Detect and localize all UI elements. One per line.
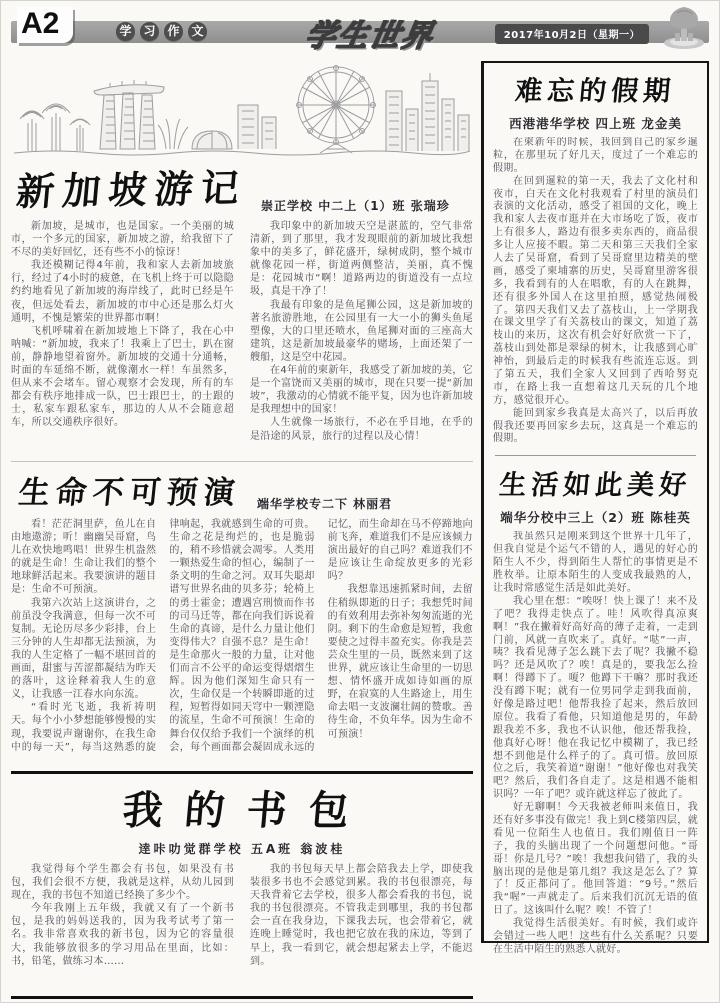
paragraph: 我想靠迅速抓紧时间，去留住稍纵即逝的日子；我想凭时间的有效利用去弥补匆匆流逝的光阴。剩下的生命愈是短暂，我愈要使之过得丰盈充实。你我是芸芸众生里的一员，既然来到了这世界，就应该让生命里的一切思想、情怀盛开成如诗如画的原野，在寂寞的人生路途上，用生命去唱一支波澜壮阔的赞歌。善待生命，不负年华。因为生命不可预演！ <box>327 584 473 740</box>
article-body <box>493 137 698 446</box>
paragraph: 今年我刚上五年级，我就又有了一个新书包，是我的妈妈送我的，因为我考试考了第一名。我非常喜欢我的新书包，因为它的容量很大，我能够放很多的学习用品在里面，比如：书，铅笔，做练习本…… <box>11 903 234 967</box>
paragraph: 能回到家乡我真是太高兴了，以后再放假我还要再回家乡去玩，这真是一个难忘的假期。 <box>493 407 698 445</box>
right-column <box>481 61 709 955</box>
content-area <box>11 61 709 999</box>
paragraph: 好无聊啊！今天我被老师叫来值日，我还有好多事没有做完！我上到C楼第四层，就看见一位陌生人也值日。我们刚值日一阵子，我的头脑出现了一个问题想问他。“哥哥！你是几号？”唉！我想我问错了，我的头脑出现的是他是第几组？我这是怎么了？算了！反正都问了。他回答道：“9号。”然后我“喔”一声就走了。后来我们沉沉无语的值日了。这该叫什么呢？唉！不管了！ <box>493 802 698 917</box>
section-char: 习 <box>140 22 159 41</box>
paragraph: 我的书包每天早上都会陪我去上学，即使我装很多书也不会感觉到累。我的书包很漂亮，每天我背着它去学校，很多人都会看我的书包，说我的书包很漂亮。不管我走到哪里，我的书包都会一直在我身边，下课我去玩，也会带着它，就连晚上睡觉时，我也把它放在我的床边，等到了早上，我一看到它，就会想起紧去上学，不能迟到。 <box>250 864 473 967</box>
newspaper-name: 学生世界 <box>302 19 437 54</box>
paragraph: 我第六次站上这演讲台，之前虽没令我满意，但每一次不可复制。无论历尽多少彩排，台上三分钟的人生却都无法预演，为我的人生定格了一幅不堪回首的画面，甜蜜与苦涩都凝结为昨天的落叶，这诠释着我人生的意义，让我感一江春水向东流。 <box>11 597 157 701</box>
paragraph: 我最有印象的是鱼尾狮公园，这是新加坡的著名旅游胜地，在公园里有一大一小的狮头鱼尾塑像，大的口里还喷水，鱼尾狮对面的三座高大建筑，这是新加坡最豪华的赌场，上面还架了一艘船，这是空中花园。 <box>250 299 473 363</box>
section-divider <box>495 455 696 456</box>
paragraph: 飞机呼啸着在新加坡地上下降了，我在心中呐喊：“新加坡，我来了！我乘上了巴士，趴在窗前，静静地望着窗外。新加坡的交通十分通畅，时面的车延绵不断，就像潮水一样！车虽然多，但从来不会堵车。留心观察才会发现，所有的车都会有秩序地排成一队，巴士跟巴士，的士跟的士，私家车跟私家车，那边的人从不会随意超车，所以交通秩序很好。 <box>11 325 234 429</box>
paragraph: 在4年前的柬新年，我感受了新加坡的美，它是一个富饶而又美丽的城市，现在只要一提“新加坡”，我激动的心情就不能平复，因为也许新加坡是我理想中的国家！ <box>250 365 473 416</box>
article-byline: 端华分校中三上（2）班 陈桂英 <box>500 510 691 526</box>
article-byline: 端华学校专二下 林丽君 <box>257 497 393 511</box>
paragraph: 我印象中的新加坡天空是湛蓝的，空气非常清新，到了那里，我才发现眼前的新加坡比我想象中的美多了，鲜花盛开，绿树成阴，整个城市就像花园一样，街道两侧整洁，美丽，真不愧是：花园城市“啊！道路两边的街道没有一点垃圾，真是干净了！ <box>250 221 473 298</box>
article-byline: 崇正学校 中二上（1）班 张瑞珍 <box>261 199 450 213</box>
article-title: 生活如此美好 <box>497 470 693 502</box>
singapore-skyline-illustration <box>14 61 470 159</box>
article-title: 新加坡游记 <box>14 164 249 215</box>
section-char: 文 <box>188 22 207 41</box>
section-char: 学 <box>116 22 135 41</box>
article-beautiful-life <box>493 463 698 956</box>
paragraph: 我虽然只是刚来到这个世界十几年了，但我自觉是个运气不错的人，遇见的好心的陌生人不少，得到陌生人帮忙的事情更是不胜枚举。让原本陌生的人变成我最熟的人，让我时常感觉生活是如此美好。 <box>493 531 698 594</box>
article-schoolbag <box>11 779 473 999</box>
section-title <box>116 22 207 41</box>
article-singapore-travel <box>11 61 473 454</box>
date-badge: 2017年10月2日（星期一） <box>495 24 649 44</box>
paragraph: 在柬新年的时候，我回到自己的家乡暹粒，在那里玩了好几天，度过了一个难忘的假期。 <box>493 137 698 174</box>
tree-monument-icon <box>659 5 709 51</box>
paragraph: 我觉得每个学生都会有书包，如果没有书包，我们会很不方便，我就是这样，从幼儿园到现在，我的书包不知道已经换了多少个。 <box>11 864 234 902</box>
article-title: 难忘的假期 <box>513 76 677 107</box>
article-life-rehearsal <box>11 467 473 774</box>
article-body <box>11 518 473 764</box>
article-holiday <box>493 69 698 446</box>
article-title: 生命不可预演 <box>16 475 243 511</box>
article-byline: 西港港华学校 四上班 龙金美 <box>509 116 682 131</box>
article-body <box>11 863 473 991</box>
paragraph: 我心里在想：“唉呀！快上课了！来不及了吧？我得走快点了。哇！风吹得真凉爽啊！”我在撇着好高好高的薄子走着，一走到门前，风就一直吹来了。真好。“哒”一声，咦？我看见薄子怎么跳下去了呢？我撇不稳吗？还是风吹了？唉！真是的，要我怎么捡啊！得蹲下了。嗄？他蹲下干嘛？那时我还没有蹲下呢；就有一位男同学走到我面前，好像是路过吧！他帮我捡了起来，然后放回原位。我看了看他，只知道他是男的，年龄跟我差不多，我也不认识他，他还帮我捡，他真好心呀！他在我记忆中模糊了，我已经想不到他是什么样子的了。真可惜。放回原位之后，我笑着道“谢谢！”他好像也对我笑吧？然后，我们各自走了。这是相遇不能相识吗？一年了吧？或许就这样忘了彼此了。 <box>493 595 698 801</box>
article-byline: 逹咔叻觉群学校 五A班 翁波桂 <box>138 842 346 856</box>
article-body <box>493 531 698 956</box>
article-title: 我的书包 <box>120 787 373 834</box>
paragraph: 我觉得生活很美好。有时候，我们或许会错过一些人吧！这些有什么关系呢？只要在生活中陌生的熟悉人就好。 <box>493 918 698 955</box>
paragraph: 在回到暹粒的第一天，我去了文化村和夜市，白天在文化村我观看了村里的演员们表演的文化活动，感受了祖国的文化，晚上我和家人去夜市逛并在大市场吃了饭，夜市上有很多人，路边有很多卖东西的，商品很多让人应接不暇。第二天和第三天我们全家人去了吴哥窟，看到了吴哥窟里边精美的壁画，感受了柬埔寨的历史，吴哥窟里游客很多，我看到有的人在唱歌，有的人在跳舞，还有很多外国人在这里拍照，感觉热闹极了。第四天我们又去了荔枝山，上一学期我在课文里学了有关荔枝山的课文，知道了荔枝山的来历，这次有机会好好欣赏一下了，荔枝山到处都是翠绿的树木，让我感到心旷神怡，到最后走的时候我有些流连忘返。到了第五天，我们全家人又回到了西哈努克市，在路上我一直想着这几天玩的几个地方，感觉很开心。 <box>493 175 698 406</box>
page-number: A2 <box>17 7 73 43</box>
paragraph: 看！茫茫洞里萨，鱼儿在自由地遨游；听！幽幽吴哥窟，鸟儿在欢快地鸣唱！世界生机盎然的就是生命！生命让我们的整个地球鲜活起来。我要演讲的题目是：生命不可预演。 <box>11 519 157 596</box>
paragraph: 我还模糊记得4年前，我和家人去新加坡旅行，经过了4小时的疲惫，在飞机上终于可以隐隐约约地看见了新加坡的海岸线了，此时已经是午夜，但远处看去，新加坡的市中心还是那么灯火通明，不愧是繁荣的世界都市啊！ <box>11 260 234 324</box>
section-char: 作 <box>164 22 183 41</box>
section-divider <box>11 461 473 462</box>
article-body <box>11 220 473 454</box>
page-header <box>11 5 709 55</box>
paragraph: 新加坡，是城市，也是国家。一个美丽的城市，一个多元的国家，新加坡之游，给我留下了不尽的美好回忆，还有些不小的惊讶！ <box>11 221 234 259</box>
left-column <box>11 61 473 999</box>
paragraph: 人生就像一场旅行，不必在乎目地，在乎的是沿途的风景，旅行的过程以及心情！ <box>250 417 473 442</box>
paragraph: “看时光飞逝，我祈祷明天。每个小小梦想能够慢慢的实现，我要说声谢谢你，在我生命中的每一天”，每当这熟悉的旋律响起，我就感到生命的可贵。生命之花是绚烂的，也是脆弱的，稍不珍惜就会凋零。人类用一颗热爱生命的恒心，编制了一条文明的生命之河。双耳失聪却谱写世界名曲的贝多芬；轮椅上的勇士霍金；遭遇宫刑愤而作书的司马迁等，都在向我们诉说着生命的真谛，是什么力量让他们变得伟大？自强不息？是生命！是生命那火一般的力量，让对他们而言不公平的命运变得熠熠生辉。因为他们深知生命只有一次，生命仅是一个转瞬即逝的过程，短暂得如同天穹中一颗湮隐的流星，生命不可预演！生命的舞台仅仅给予我们一个演绎的机会，每个画面都会凝固成永远的记忆，而生命却在马不停蹄地向前飞奔，难道我们不是应该倾力演出最好的自己吗？难道我们不是应该让生命绽放更多的光彩吗？ <box>11 519 473 753</box>
